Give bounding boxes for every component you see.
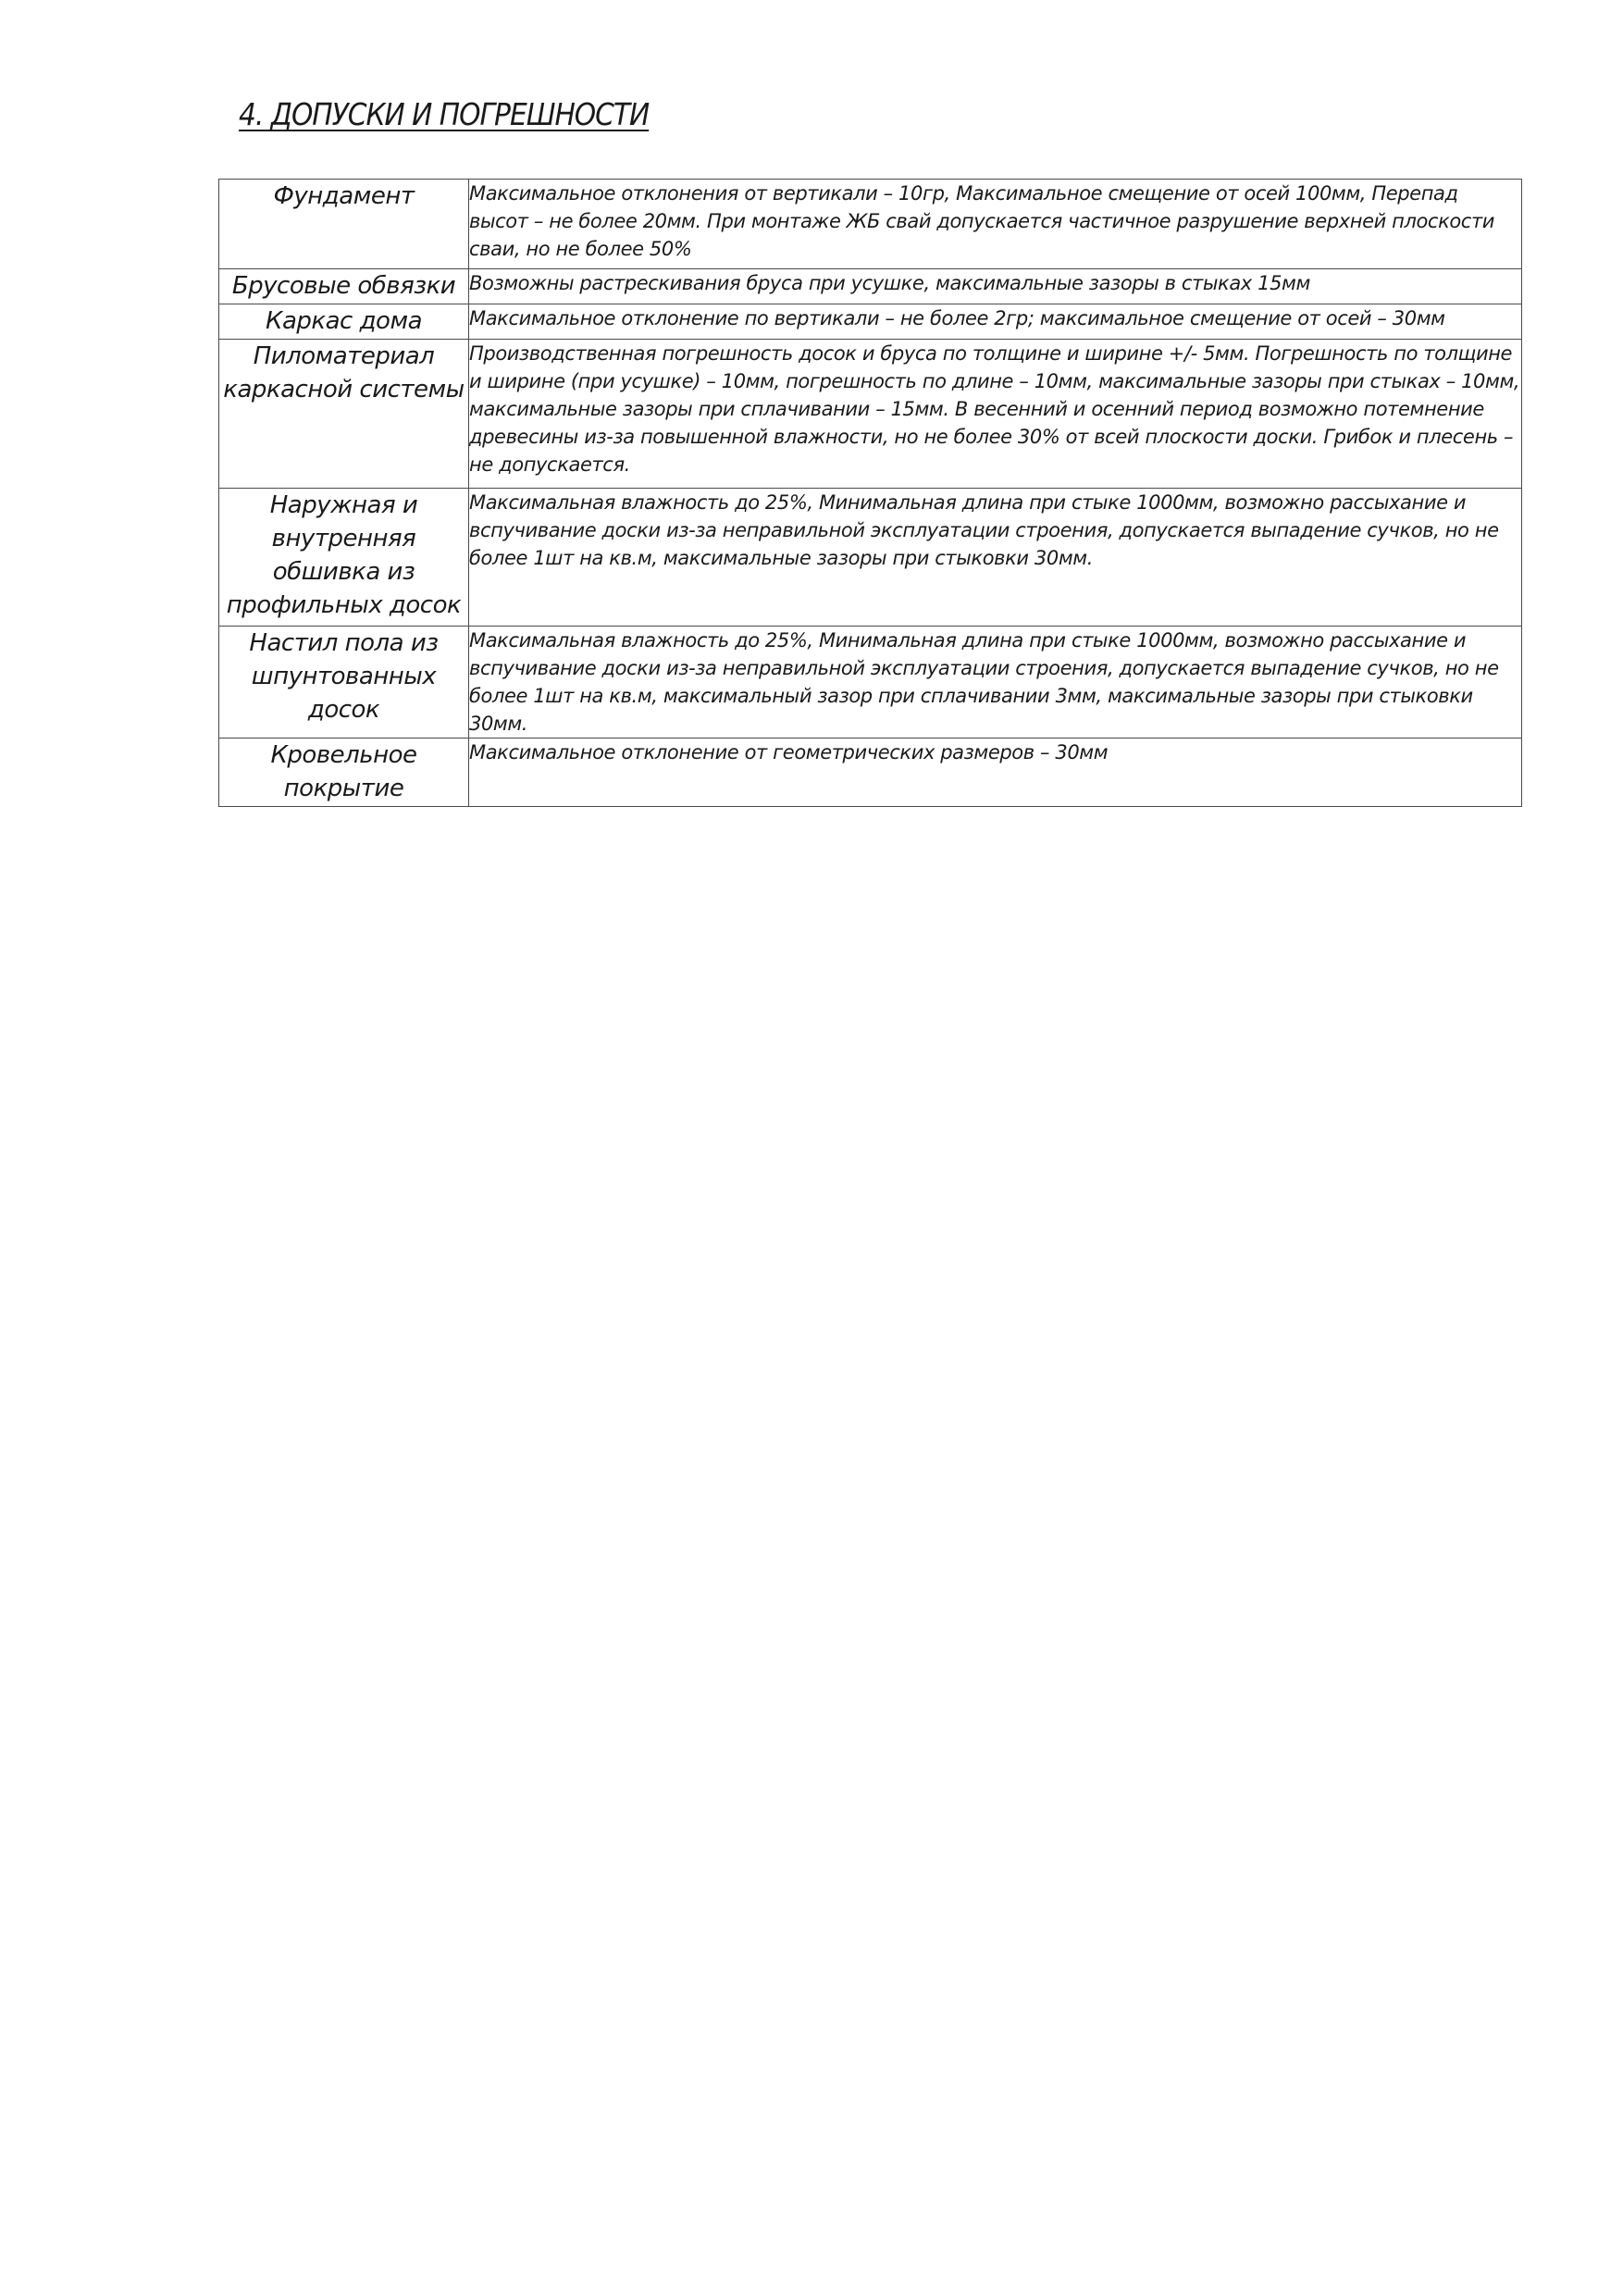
description-cell	[469, 269, 1522, 304]
category-label: Пиломатериал каркасной системы	[223, 342, 465, 403]
table-row	[219, 269, 1522, 304]
category-cell	[219, 489, 469, 627]
description-cell	[469, 627, 1522, 738]
category-cell	[219, 738, 469, 807]
category-label: Кровельное покрытие	[270, 741, 417, 802]
category-label: Фундамент	[273, 182, 415, 210]
table-row	[219, 738, 1522, 807]
category-cell	[219, 627, 469, 738]
category-label: Брусовые обвязки	[231, 272, 456, 300]
description-text: Максимальная влажность до 25%, Минимальная длина при стыке 1000мм, возможно рассыхание и вспучивание доски из-за неправильной эксплуатации строения, допускается выпадение сучков, но не более 1шт на кв.м, максимальный зазор при сплачивании 3мм, максимальные зазоры при стыковки 30мм.	[469, 629, 1499, 735]
description-text: Максимальная влажность до 25%, Минимальная длина при стыке 1000мм, возможно рассыхание и вспучивание доски из-за неправильной эксплуатации строения, допускается выпадение сучков, но не более 1шт на кв.м, максимальные зазоры при стыковки 30мм.	[469, 491, 1499, 569]
table-row	[219, 180, 1522, 269]
tolerances-table	[218, 179, 1522, 807]
description-cell	[469, 340, 1522, 489]
description-text: Максимальное отклонение от геометрических размеров – 30мм	[469, 741, 1109, 763]
category-label: Наружная и внутренняя обшивка из профильных досок	[226, 491, 462, 619]
description-cell	[469, 180, 1522, 269]
table-row	[219, 627, 1522, 738]
description-text: Производственная погрешность досок и бруса по толщине и ширине +/- 5мм. Погрешность по толщине и ширине (при усушке) – 10мм, погрешность по длине – 10мм, максимальные зазоры при стыках – 10мм, максимальные зазоры при сплачивании – 15мм. В весенний и осенний период возможно потемнение древесины из-за повышенной влажности, но не более 30% от всей плоскости доски. Грибок и плесень – не допускается.	[469, 342, 1520, 476]
category-cell	[219, 340, 469, 489]
description-text: Максимальное отклонение по вертикали – не более 2гр; максимальное смещение от осей – 30мм	[469, 307, 1445, 329]
category-cell	[219, 304, 469, 340]
description-text: Максимальное отклонения от вертикали – 10гр, Максимальное смещение от осей 100мм, Перепад высот – не более 20мм. При монтаже ЖБ свай допускается частичное разрушение верхней плоскости сваи, но не более 50%	[469, 182, 1495, 260]
category-label: Настил пола из шпунтованных досок	[249, 629, 439, 724]
category-cell	[219, 269, 469, 304]
table-row	[219, 489, 1522, 627]
category-label: Каркас дома	[265, 307, 423, 335]
table-row	[219, 340, 1522, 489]
description-text: Возможны растрескивания бруса при усушке, максимальные зазоры в стыках 15мм	[469, 272, 1310, 294]
section-title: 4. ДОПУСКИ И ПОГРЕШНОСТИ	[239, 96, 650, 132]
description-cell	[469, 738, 1522, 807]
category-cell	[219, 180, 469, 269]
description-cell	[469, 489, 1522, 627]
table-row	[219, 304, 1522, 340]
description-cell	[469, 304, 1522, 340]
